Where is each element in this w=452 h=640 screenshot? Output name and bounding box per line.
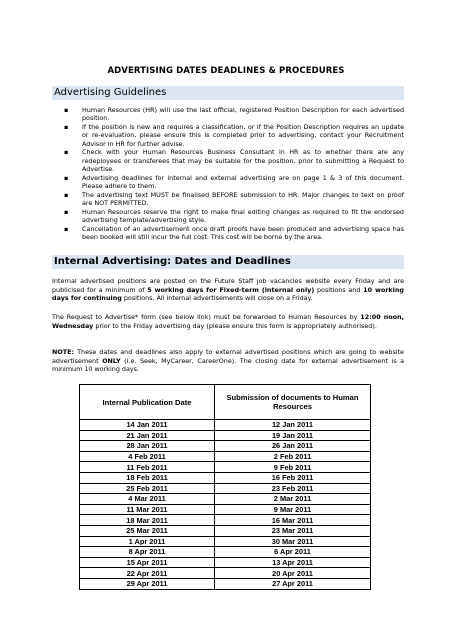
table-row [80,515,371,526]
table-row [80,483,371,494]
internal-paragraph-note: NOTE: These dates and deadlines also apply to external advertised positions which are going to website advertisement ONLY (i.e. Seek, MyCareer, CareerOne). The closing date for external advertisement is a minimum 10 working days. [52,348,405,374]
table-row [80,536,371,547]
table-row [80,420,371,431]
submission-date-cell: 16 Feb 2011 [215,472,371,483]
table-row [80,504,371,515]
submission-date-cell: 2 Feb 2011 [215,451,371,462]
internal-paragraph-request: The Request to Advertise* form (see below link) must be forwarded to Human Resources by 12:00 noon, Wednesday prior to the Friday advertising day (please ensure this form is appropriately authorised). [52,313,404,330]
section-heading-internal: Internal Advertising: Dates and Deadlines [52,255,404,269]
table-row [80,462,371,473]
submission-date-cell: 6 Apr 2011 [215,547,371,558]
submission-date-cell: 23 Feb 2011 [215,483,371,494]
section-heading-guidelines: Advertising Guidelines [52,86,404,100]
submission-date-cell: 12 Jan 2011 [215,420,371,431]
submission-date-cell: 13 Apr 2011 [215,557,371,568]
guideline-item: ▪ Human Resources reserve the right to make final editing changes as required to fit the endorsed advertising template/advertising style. [64,207,404,225]
publication-date-cell: 22 Apr 2011 [80,568,215,579]
guideline-item: ▪ Human Resources (HR) will use the last official, registered Position Description for each advertised position. [64,106,404,123]
internal-paragraph-posting: Internal advertised positions are posted on the Future Staff job vacancies website every Friday and are publicised for a minimum of 5 working days for Fixed-term (internal only) positions and 10 working days for continuing positions. All internal advertisements will close on a Friday. [52,277,404,303]
column-header-submission-date: Submission of documents to Human Resources [215,385,371,420]
table-row [80,441,371,452]
table-row [80,557,371,568]
publication-date-cell: 8 Apr 2011 [80,547,215,558]
publication-date-cell: 25 Feb 2011 [80,483,215,494]
publication-date-cell: 14 Jan 2011 [80,420,215,431]
publication-date-cell: 4 Mar 2011 [80,494,215,505]
publication-date-cell: 18 Feb 2011 [80,472,215,483]
submission-date-cell: 9 Feb 2011 [215,462,371,473]
submission-date-cell: 19 Jan 2011 [215,430,371,441]
publication-date-cell: 25 Mar 2011 [80,525,215,536]
bullet-icon: ▪ [64,173,69,182]
submission-date-cell: 2 Mar 2011 [215,494,371,505]
guideline-item: ▪ Advertising deadlines for internal and external advertising are on page 1 & 3 of this document. Please adhere to them. [64,173,404,191]
bullet-icon: ▪ [64,148,69,157]
table-row [80,430,371,441]
table-row [80,568,371,579]
submission-date-cell: 30 Mar 2011 [215,536,371,547]
table-row [80,472,371,483]
bullet-icon: ▪ [64,224,69,233]
bullet-icon: ▪ [64,190,69,199]
submission-date-cell: 23 Mar 2011 [215,525,371,536]
publication-date-cell: 15 Apr 2011 [80,557,215,568]
bullet-icon: ▪ [64,207,69,216]
table-row [80,494,371,505]
publication-date-cell: 11 Feb 2011 [80,462,215,473]
dates-table-body [80,420,371,590]
submission-date-cell: 26 Jan 2011 [215,441,371,452]
bullet-icon: ▪ [64,123,69,131]
document-title: ADVERTISING DATES DEADLINES & PROCEDURES [107,66,345,76]
publication-date-cell: 18 Mar 2011 [80,515,215,526]
guidelines-list [52,106,404,242]
publication-date-cell: 11 Mar 2011 [80,504,215,515]
submission-date-cell: 27 Apr 2011 [215,578,371,589]
guideline-item: ▪ Cancellation of an advertisement once draft proofs have been produced and advertising space has been booked will still incur the full cost. This cost will be borne by the area. [64,224,404,242]
bullet-icon: ▪ [64,106,69,114]
publication-date-cell: 21 Jan 2011 [80,430,215,441]
dates-table [79,384,371,590]
publication-date-cell: 28 Jan 2011 [80,441,215,452]
submission-date-cell: 9 Mar 2011 [215,504,371,515]
guideline-item: ▪ Check with your Human Resources Business Consultant in HR as to whether there are any redeployees or transferees that may be suitable for the position, prior to submitting a Request to Advertise. [64,148,404,174]
guideline-item: ▪ The advertising text MUST be finalised BEFORE submission to HR. Major changes to text on proof are NOT PERMITTED. [64,190,404,208]
table-row [80,525,371,536]
publication-date-cell: 29 Apr 2011 [80,578,215,589]
submission-date-cell: 20 Apr 2011 [215,568,371,579]
submission-date-cell: 16 Mar 2011 [215,515,371,526]
table-row [80,451,371,462]
column-header-publication-date: Internal Publication Date [80,385,215,420]
table-row [80,547,371,558]
table-header-row [80,385,371,420]
table-row [80,578,371,589]
guideline-item: ▪ If the position is new and requires a classification, or if the Position Description requires an update or re-evaluation, please ensure this is completed prior to advertising, contact your Recruitment Advisor in HR for further advise. [64,123,404,148]
publication-date-cell: 4 Feb 2011 [80,451,215,462]
publication-date-cell: 1 Apr 2011 [80,536,215,547]
